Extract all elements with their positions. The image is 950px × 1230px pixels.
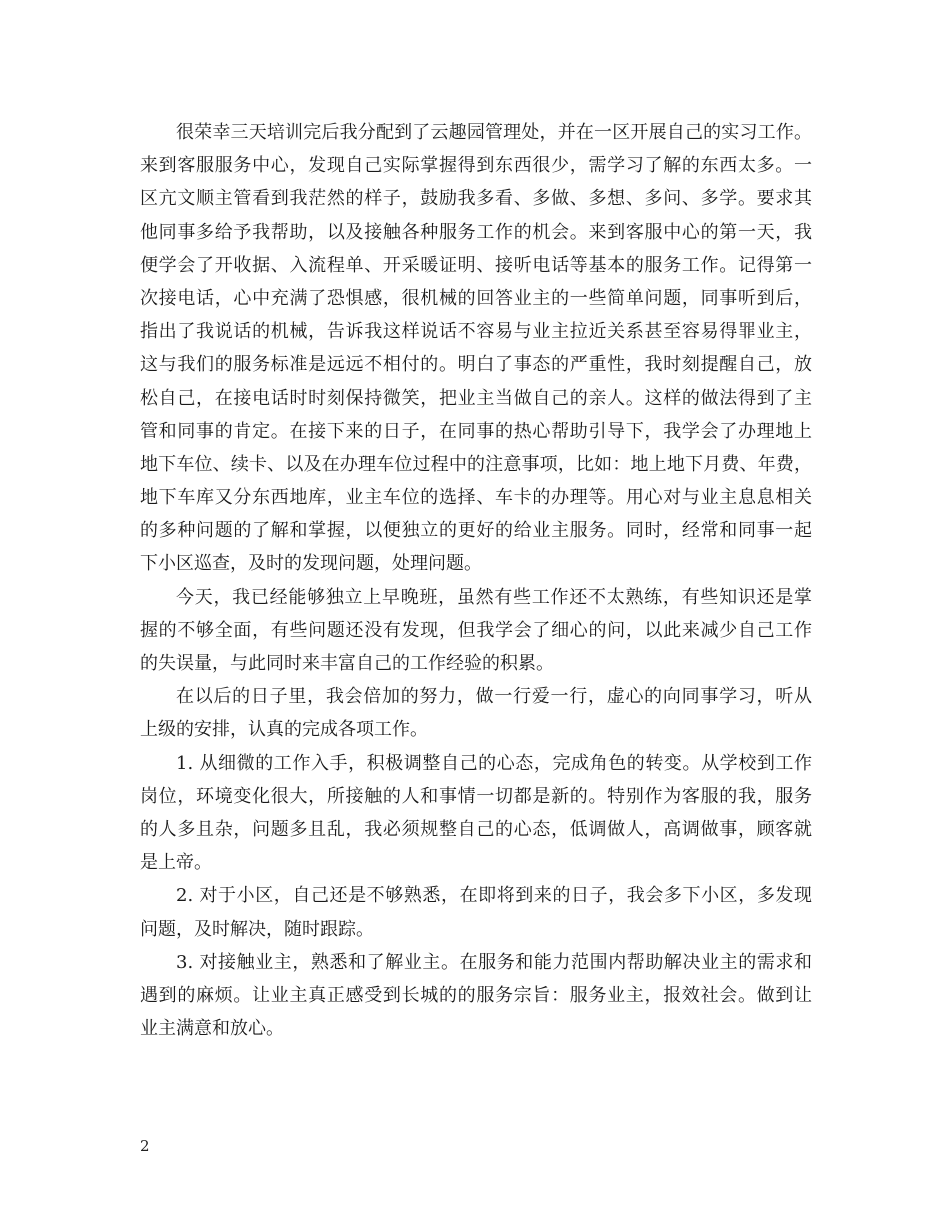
text-line: 握的不够全面，有些问题还没有发现，但我学会了细心的问，以此来减少自己工作 <box>140 619 812 641</box>
paragraph <box>140 116 812 581</box>
numbered-item <box>140 879 812 945</box>
text-line: 业主满意和放心。 <box>140 1018 284 1040</box>
paragraph <box>140 680 812 746</box>
text-line: 问题，及时解决，随时跟踪。 <box>140 918 374 940</box>
text-line: 这与我们的服务标准是远远不相付的。明白了事态的严重性，我时刻提醒自己，放 <box>140 354 812 376</box>
text-line: 管和同事的肯定。在接下来的日子，在同事的热心帮助引导下，我学会了办理地上 <box>140 420 812 442</box>
text-line: 岗位，环境变化很大，所接触的人和事情一切都是新的。特别作为客服的我，服务 <box>140 785 812 807</box>
text-line: 遇到的麻烦。让业主真正感受到长城的的服务宗旨：服务业主，报效社会。做到让 <box>140 984 812 1006</box>
text-line: 的人多且杂，问题多且乱，我必须规整自己的心态，低调做人，高调做事，顾客就 <box>140 818 812 840</box>
text-line: 的多种问题的了解和掌握，以便独立的更好的给业主服务。同时，经常和同事一起 <box>140 520 812 542</box>
text-line: 来到客服服务中心，发现自己实际掌握得到东西很少，需学习了解的东西太多。一 <box>140 155 812 177</box>
text-line: 指出了我说话的机械，告诉我这样说话不容易与业主拉近关系甚至容易得罪业主， <box>140 321 812 343</box>
text-line: 次接电话，心中充满了恐惧感，很机械的回答业主的一些简单问题，同事听到后， <box>140 287 812 309</box>
body-text <box>140 116 812 1045</box>
text-line: 地下车位、续卡、以及在办理车位过程中的注意事项，比如：地上地下月费、年费， <box>140 453 812 475</box>
text-line: 1. 从细微的工作入手，积极调整自己的心态，完成角色的转变。从学校到工作 <box>176 752 812 774</box>
text-line: 上级的安排，认真的完成各项工作。 <box>140 719 428 741</box>
page-number: 2 <box>140 1137 150 1155</box>
text-line: 2. 对于小区，自己还是不够熟悉，在即将到来的日子，我会多下小区，多发现 <box>176 885 812 907</box>
text-line: 是上帝。 <box>140 852 212 874</box>
text-line: 区亢文顺主管看到我茫然的样子，鼓励我多看、多做、多想、多问、多学。要求其 <box>140 188 812 210</box>
numbered-item <box>140 747 812 880</box>
text-line: 下小区巡查，及时的发现问题，处理问题。 <box>140 553 482 575</box>
numbered-item <box>140 946 812 1046</box>
text-line: 松自己，在接电话时时刻保持微笑，把业主当做自己的亲人。这样的做法得到了主 <box>140 387 812 409</box>
text-line: 很荣幸三天培训完后我分配到了云趣园管理处，并在一区开展自己的实习工作。 <box>176 122 812 143</box>
text-line: 地下车库又分东西地库，业主车位的选择、车卡的办理等。用心对与业主息息相关 <box>140 487 812 509</box>
text-line: 便学会了开收据、入流程单、开采暖证明、接听电话等基本的服务工作。记得第一 <box>140 254 812 276</box>
text-line: 的失误量，与此同时来丰富自己的工作经验的积累。 <box>140 653 554 674</box>
text-line: 今天，我已经能够独立上早晚班，虽然有些工作还不太熟练，有些知识还是掌 <box>176 586 812 608</box>
paragraph <box>140 581 812 681</box>
text-line: 3. 对接触业主，熟悉和了解业主。在服务和能力范围内帮助解决业主的需求和 <box>176 951 812 973</box>
text-line: 他同事多给予我帮助，以及接触各种服务工作的机会。来到客服中心的第一天，我 <box>140 221 812 243</box>
text-line: 在以后的日子里，我会倍加的努力，做一行爱一行，虚心的向同事学习，听从 <box>176 686 812 708</box>
